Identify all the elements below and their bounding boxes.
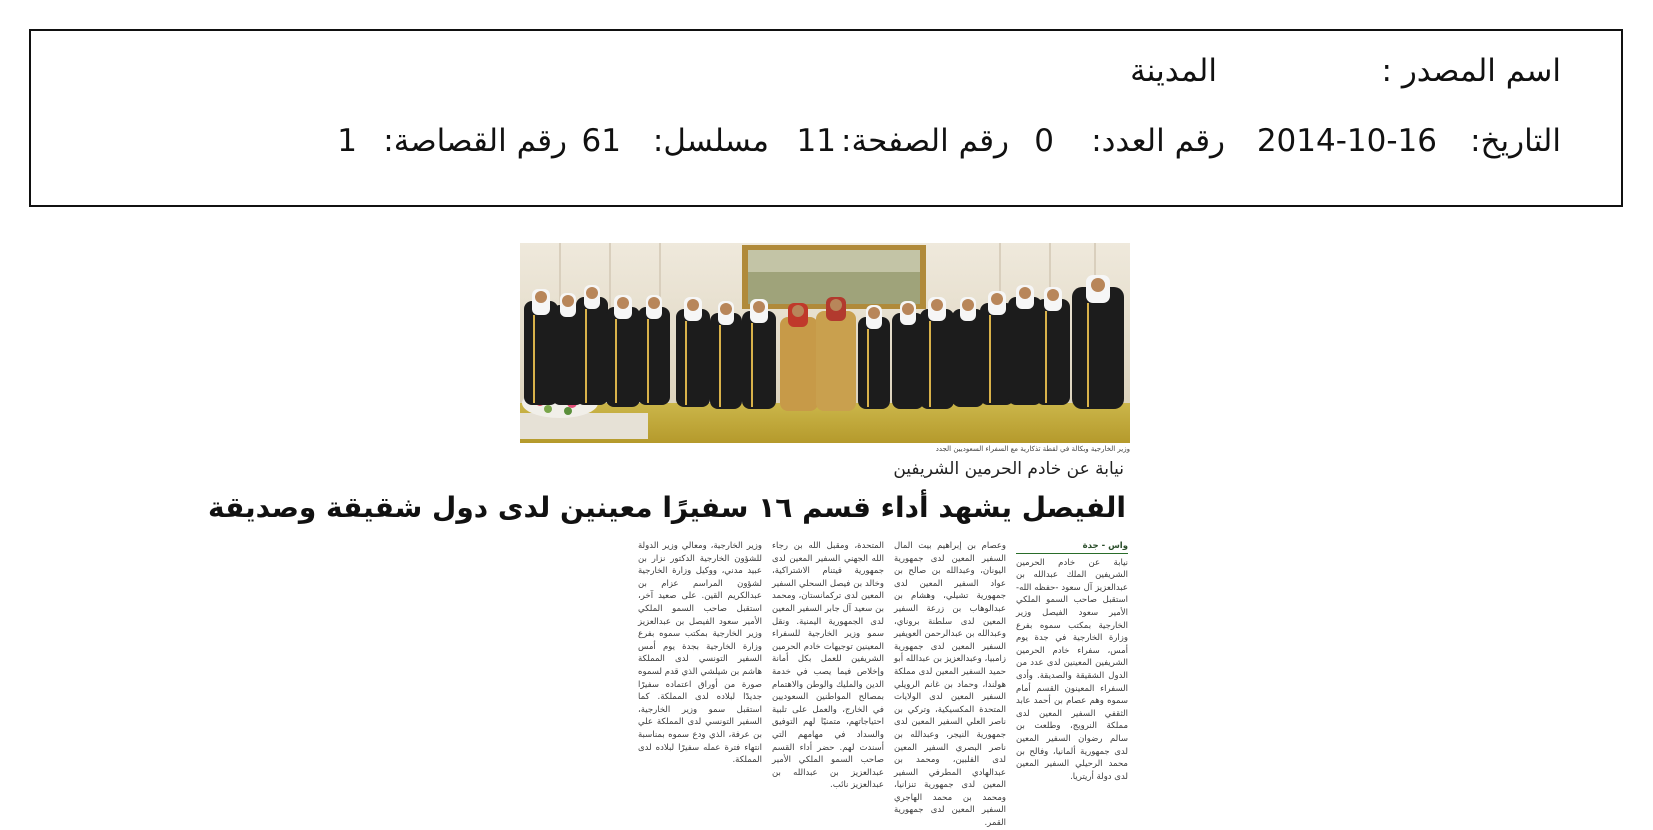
- date-value: 2014-10-16: [1256, 123, 1437, 159]
- article-column-text: نيابة عن خادم الحرمين الشريفين الملك عبدالله بن عبدالعزيز آل سعود -حفظه الله- استقبل صاحب السمو الملكي الأمير سعود الفيصل وزير الخارجية بمكتب سموه بفرع وزارة الخارجية في جدة يوم أمس، سفراء خادم الحرمين الشريفين المعينين لدى عدد من الدول الشقيقة والصديقة. وأدى السفراء المعينون القسم أمام سموه وهم عصام بن أحمد عابد الثقفي السفير المعين لدى مملكة النرويج، وطلعت بن سالم رضوان السفير المعين لدى جمهورية ألمانيا، وفالح بن محمد الرحيلي السفير المعين لدى دولة أريتريا.: [1016, 557, 1128, 782]
- serial-label: مسلسل:: [652, 123, 769, 159]
- article-headline: الفيصل يشهد أداء قسم ١٦ سفيرًا معينين لدى دول شقيقة وصديقة: [208, 491, 1126, 524]
- article-column-2: [894, 540, 1006, 829]
- article-body: [520, 540, 1130, 829]
- article-column-3: [772, 540, 884, 791]
- article-kicker: نيابة عن خادم الحرمين الشريفين: [893, 459, 1124, 479]
- group-photo-image: [520, 243, 1130, 443]
- page-value: 11: [796, 123, 836, 159]
- article-column-text: وعصام بن إبراهيم بيت المال السفير المعين لدى جمهورية اليونان، وعبدالله بن صالح بن عواد السفير المعين لدى جمهورية تشيلي، وهشام بن عبدالوهاب بن زرعة السفير المعين لدى سلطنة بروناي، وعبدالله بن عبدالرحمن العويفير السفير المعين لدى جمهورية زامبيا، وعبدالعزيز بن عبدالله أبو حميد السفير المعين لدى مملكة هولندا، وحماد بن غانم الرويلي السفير المعين لدى الولايات المتحدة المكسيكية، وتركي بن ناصر العلي السفير المعين لدى جمهورية النيجر، وعبدالله بن ناصر البصري السفير المعين لدى الفلبين، ومحمد بن عبدالهادي المطرفي السفير المعين لدى جمهورية تنزانيا، ومحمد بن محمد الهاجري السفير المعين لدى جمهورية القمر.: [894, 541, 1006, 829]
- article-byline: واس - جدة: [1016, 540, 1128, 554]
- source-label: اسم المصدر :: [1381, 53, 1561, 89]
- article-photo: [520, 243, 1130, 443]
- clipping-info-box: [29, 29, 1623, 207]
- newspaper-clipping: [208, 243, 1130, 829]
- article-column-1: [1016, 540, 1128, 782]
- article-column-4: [638, 540, 762, 766]
- page-label: رقم الصفحة:: [841, 123, 1009, 159]
- date-label: التاريخ:: [1470, 123, 1561, 159]
- article-column-text: المتحدة، ومقبل الله بن رجاء الله الجهني السفير المعين لدى جمهورية فيتنام الاشتراكية، وخالد بن فيصل السحلي السفير المعين لدى تركمانستان، ومحمد بن سعيد آل جابر السفير المعين لدى الجمهورية اليمنية. ونقل سمو وزير الخارجية للسفراء المعينين توجيهات خادم الحرمين الشريفين للعمل بكل أمانة وإخلاص فيما يصب في خدمة الدين والمليك والوطن والاهتمام بمصالح المواطنين السعوديين في الخارج، والعمل على تلبية احتياجاتهم، متمنيًا لهم التوفيق والسداد في مهامهم التي أسندت لهم. حضر أداء القسم صاحب السمو الملكي الأمير عبدالعزيز بن عبدالله بن عبدالعزيز نائب.: [772, 541, 884, 791]
- source-value: المدينة: [1130, 53, 1217, 89]
- photo-caption: وزير الخارجية وبكالة في لقطة تذكارية مع السفراء السعوديين الجدد: [935, 445, 1130, 453]
- issue-label: رقم العدد:: [1091, 123, 1225, 159]
- serial-value: 61: [581, 123, 621, 159]
- article-column-text: وزير الخارجية، ومعالي وزير الدولة للشؤون الخارجية الدكتور نزار بن عبيد مدني، ووكيل وزارة الخارجية لشؤون المراسم عزام بن عبدالكريم القين. على صعيد آخر، استقبل صاحب السمو الملكي الأمير سعود الفيصل بن عبدالعزيز وزير الخارجية بمكتب سموه بفرع وزارة الخارجية بجدة يوم أمس السفير التونسي لدى المملكة هاشم بن شيلشي الذي قدم لسموه صورة من أوراق اعتماده سفيرًا جديدًا لبلاده لدى المملكة. كما استقبل سمو وزير الخارجية، السفير التونسي لدى المملكة علي بن عرفة، الذي ودع سموه بمناسبة انتهاء فترة عمله سفيرًا لبلاده لدى المملكة.: [638, 541, 762, 766]
- issue-value: 0: [1034, 123, 1054, 159]
- clip-number-value: 1: [337, 123, 357, 159]
- clip-number-label: رقم القصاصة:: [383, 123, 567, 159]
